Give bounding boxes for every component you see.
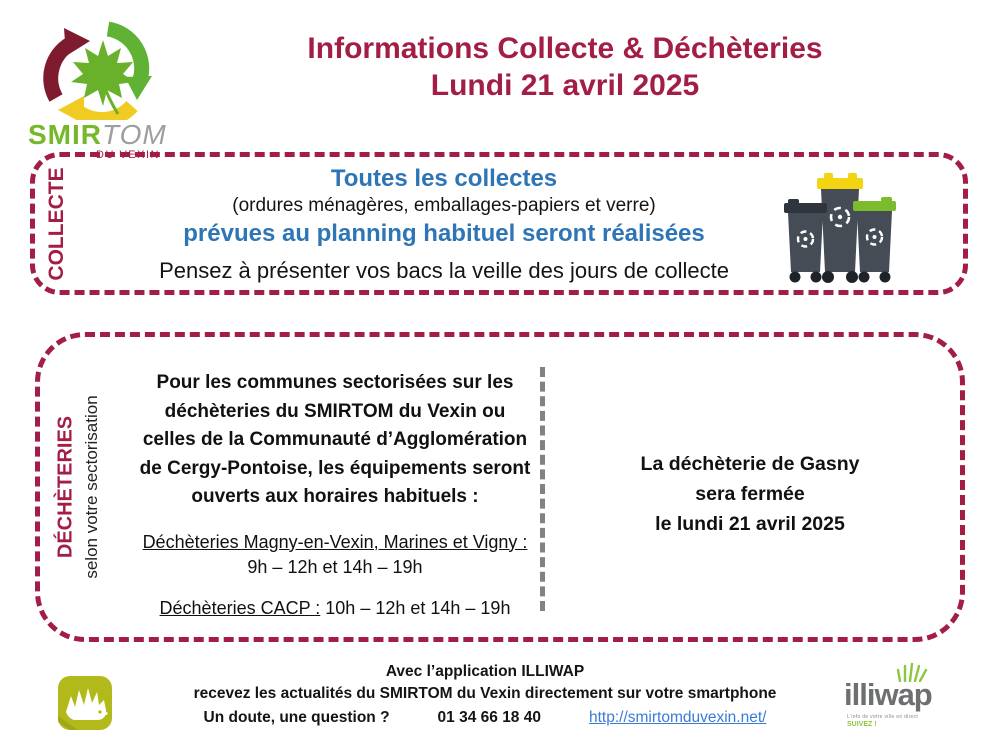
page-title-line2: Lundi 21 avril 2025 <box>430 69 700 102</box>
collecte-detail: (ordures ménagères, emballages-papiers et verre) <box>232 194 656 216</box>
gasny-line: La déchèterie de Gasny <box>640 453 860 475</box>
page-title-line1: Informations Collecte & Déchèteries <box>307 32 823 65</box>
dechetteries-section <box>35 332 965 642</box>
logo-tom: TOM <box>102 119 167 150</box>
schedule-magny <box>105 530 565 580</box>
footer-question: Un doute, une question ? <box>203 709 390 726</box>
gasny-closed-notice <box>552 449 948 539</box>
collecte-section-label: COLLECTE <box>45 166 68 281</box>
smirtom-logo <box>28 20 188 161</box>
footer-text <box>140 661 830 729</box>
dechetteries-open-info <box>105 369 565 621</box>
collecte-heading2: prévues au planning habituel seront réalisées <box>183 219 705 247</box>
logo-subtitle: DU VEXIN <box>96 149 160 161</box>
footer-phone: 01 34 66 18 40 <box>437 709 541 726</box>
waste-bins-icon <box>780 173 900 285</box>
logo-wordmark <box>28 121 188 149</box>
paragraph-line: Pour les communes sectorisées sur les <box>156 372 514 393</box>
paragraph-line: de Cergy-Pontoise, les équipements seront <box>139 457 531 479</box>
illiwap-logo <box>838 662 968 742</box>
collecte-section <box>30 152 968 295</box>
footer-line1: Avec l’application ILLIWAP <box>385 663 585 680</box>
dechetteries-section-label: DÉCHÈTERIES <box>54 415 77 559</box>
schedule-magny-hours: 9h – 12h et 14h – 19h <box>247 556 423 577</box>
paragraph-line: ouverts aux horaires habituels : <box>191 486 479 507</box>
illiwap-tagline2: SUIVEZ ! <box>847 721 877 728</box>
illiwap-wordmark: illiwap <box>844 677 932 712</box>
footer-line2: recevez les actualités du SMIRTOM du Vexin directement sur votre smartphone <box>193 685 777 702</box>
schedule-magny-label: Déchèteries Magny-en-Vexin, Marines et Vigny : <box>142 531 528 552</box>
logo-smir: SMIR <box>28 119 102 150</box>
collecte-note: Pensez à présenter vos bacs la veille des jours de collecte <box>159 257 729 283</box>
recycle-arrows-icon <box>28 20 178 120</box>
schedule-cacp-label: Déchèteries CACP : <box>159 597 321 618</box>
page-title <box>190 30 940 104</box>
smirtom-website-link[interactable]: http://smirtomduvexin.net/ <box>588 709 767 726</box>
illiwap-tagline: L'info de votre ville en direct <box>847 714 919 720</box>
paragraph-line: celles de la Communauté d’Agglomération <box>142 429 528 450</box>
hedgehog-app-icon <box>58 676 112 730</box>
gasny-line: le lundi 21 avril 2025 <box>655 513 845 535</box>
gasny-line: sera fermée <box>695 483 805 505</box>
paragraph-line: déchèteries du SMIRTOM du Vexin ou <box>164 400 506 422</box>
collecte-content <box>85 165 803 284</box>
schedule-cacp-hours: 10h – 12h et 14h – 19h <box>325 597 511 618</box>
footer-contact-row <box>140 707 830 729</box>
collecte-heading: Toutes les collectes <box>330 164 558 192</box>
schedule-cacp <box>105 596 565 621</box>
dashed-divider <box>540 367 545 611</box>
dechetteries-section-sublabel: selon votre sectorisation <box>82 395 101 579</box>
